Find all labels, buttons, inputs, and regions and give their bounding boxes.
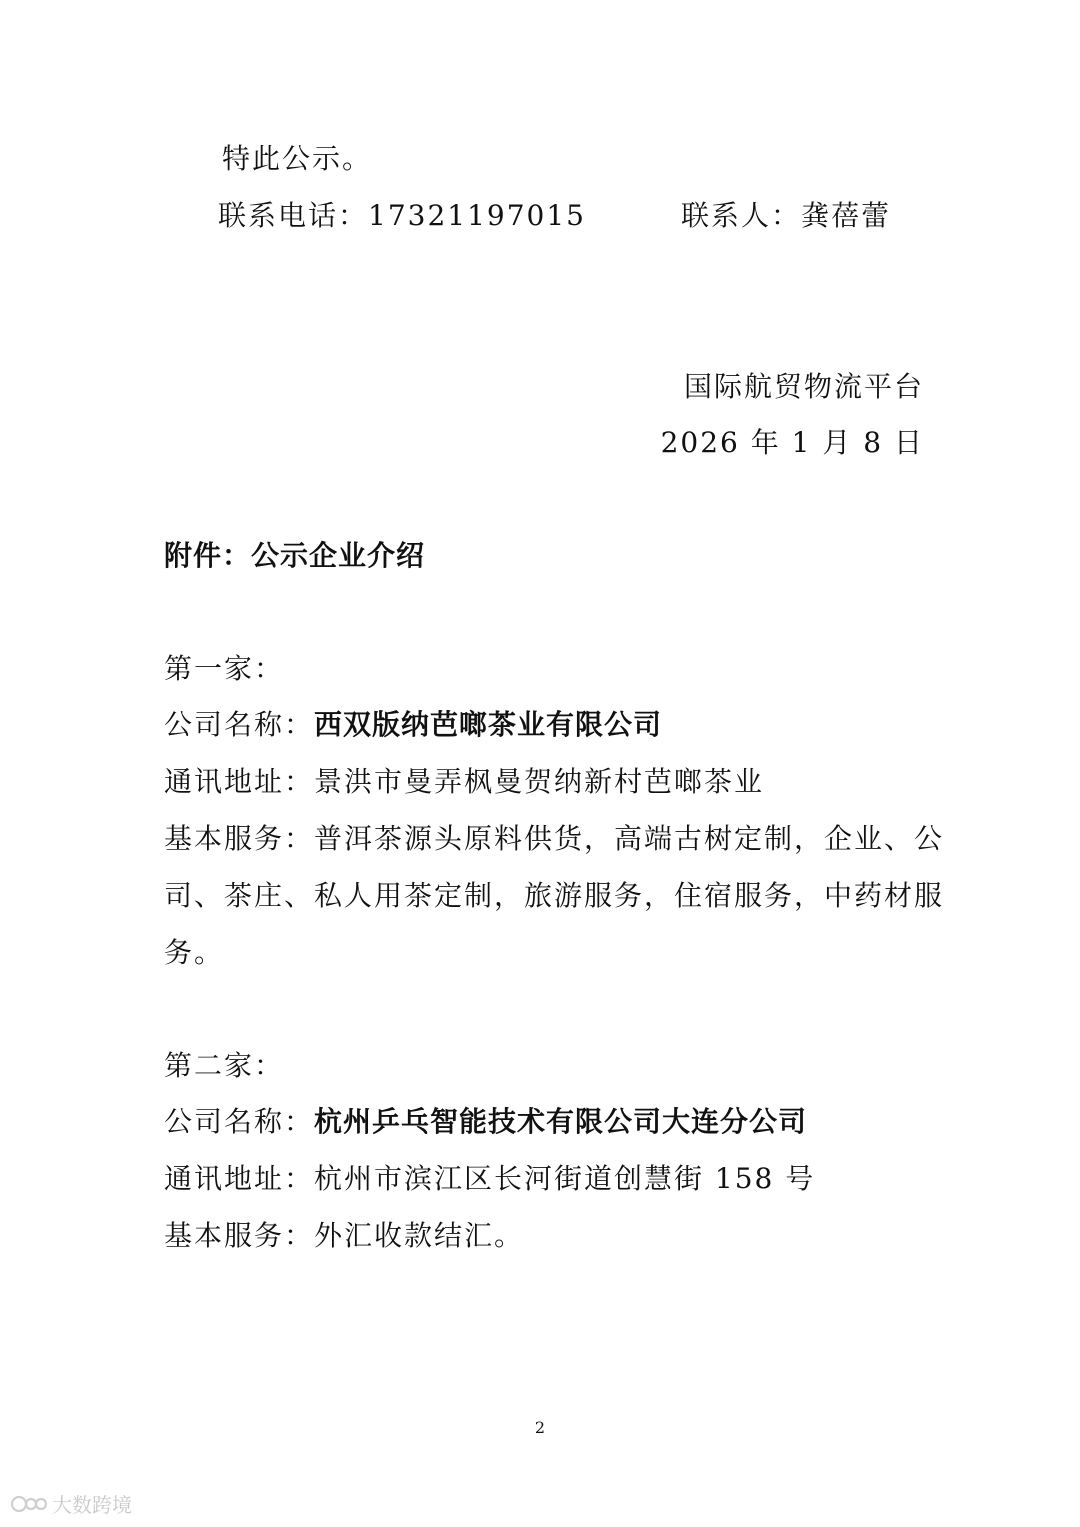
contact-phone-label: 联系电话： — [218, 199, 369, 232]
page-number: 2 — [534, 1418, 546, 1437]
company-name-label: 公司名称： — [164, 708, 315, 741]
company-2-ordinal: 第二家： — [164, 1049, 285, 1082]
company-1-service-line-2: 司、茶庄、私人用茶定制，旅游服务，住宿服务，中药材服 — [164, 879, 945, 912]
company-2-service-line-1 — [164, 1219, 525, 1252]
company-1-service-line-3: 务。 — [164, 936, 225, 969]
contact-person-label: 联系人： — [681, 199, 802, 232]
company-1-address-line — [164, 765, 765, 798]
company-1-ordinal: 第一家： — [164, 652, 285, 685]
watermark-logo-icon — [10, 1493, 48, 1515]
company-1-service-line-1 — [164, 822, 945, 855]
watermark-text: 大数跨境 — [52, 1493, 132, 1517]
contact-phone-line — [218, 199, 586, 232]
company-2-service-text-1: 外汇收款结汇。 — [314, 1219, 525, 1252]
company-service-label: 基本服务： — [164, 1219, 315, 1252]
company-1-address: 景洪市曼弄枫曼贺纳新村芭啷茶业 — [314, 765, 765, 798]
company-1-service-text-1: 普洱茶源头原料供货，高端古树定制，企业、公 — [314, 822, 945, 855]
company-2-name: 杭州乒乓智能技术有限公司大连分公司 — [314, 1105, 808, 1138]
company-address-label: 通讯地址： — [164, 765, 315, 798]
attachment-title: 附件：公示企业介绍 — [164, 539, 426, 572]
contact-person-value: 龚蓓蕾 — [801, 199, 892, 232]
contact-person-line — [681, 199, 892, 232]
closing-statement: 特此公示。 — [222, 142, 373, 175]
signature-org: 国际航贸物流平台 — [683, 370, 924, 403]
watermark — [10, 1489, 132, 1518]
company-address-label: 通讯地址： — [164, 1162, 315, 1195]
contact-phone-value: 17321197015 — [368, 199, 586, 232]
company-1-name-line — [164, 708, 663, 741]
company-2-name-line — [164, 1105, 808, 1138]
company-2-address: 杭州市滨江区长河街道创慧街 158 号 — [314, 1162, 816, 1195]
company-2-address-line — [164, 1162, 816, 1195]
company-service-label: 基本服务： — [164, 822, 315, 855]
signature-date: 2026 年 1 月 8 日 — [660, 426, 924, 459]
company-1-name: 西双版纳芭啷茶业有限公司 — [314, 708, 663, 741]
company-name-label: 公司名称： — [164, 1105, 315, 1138]
